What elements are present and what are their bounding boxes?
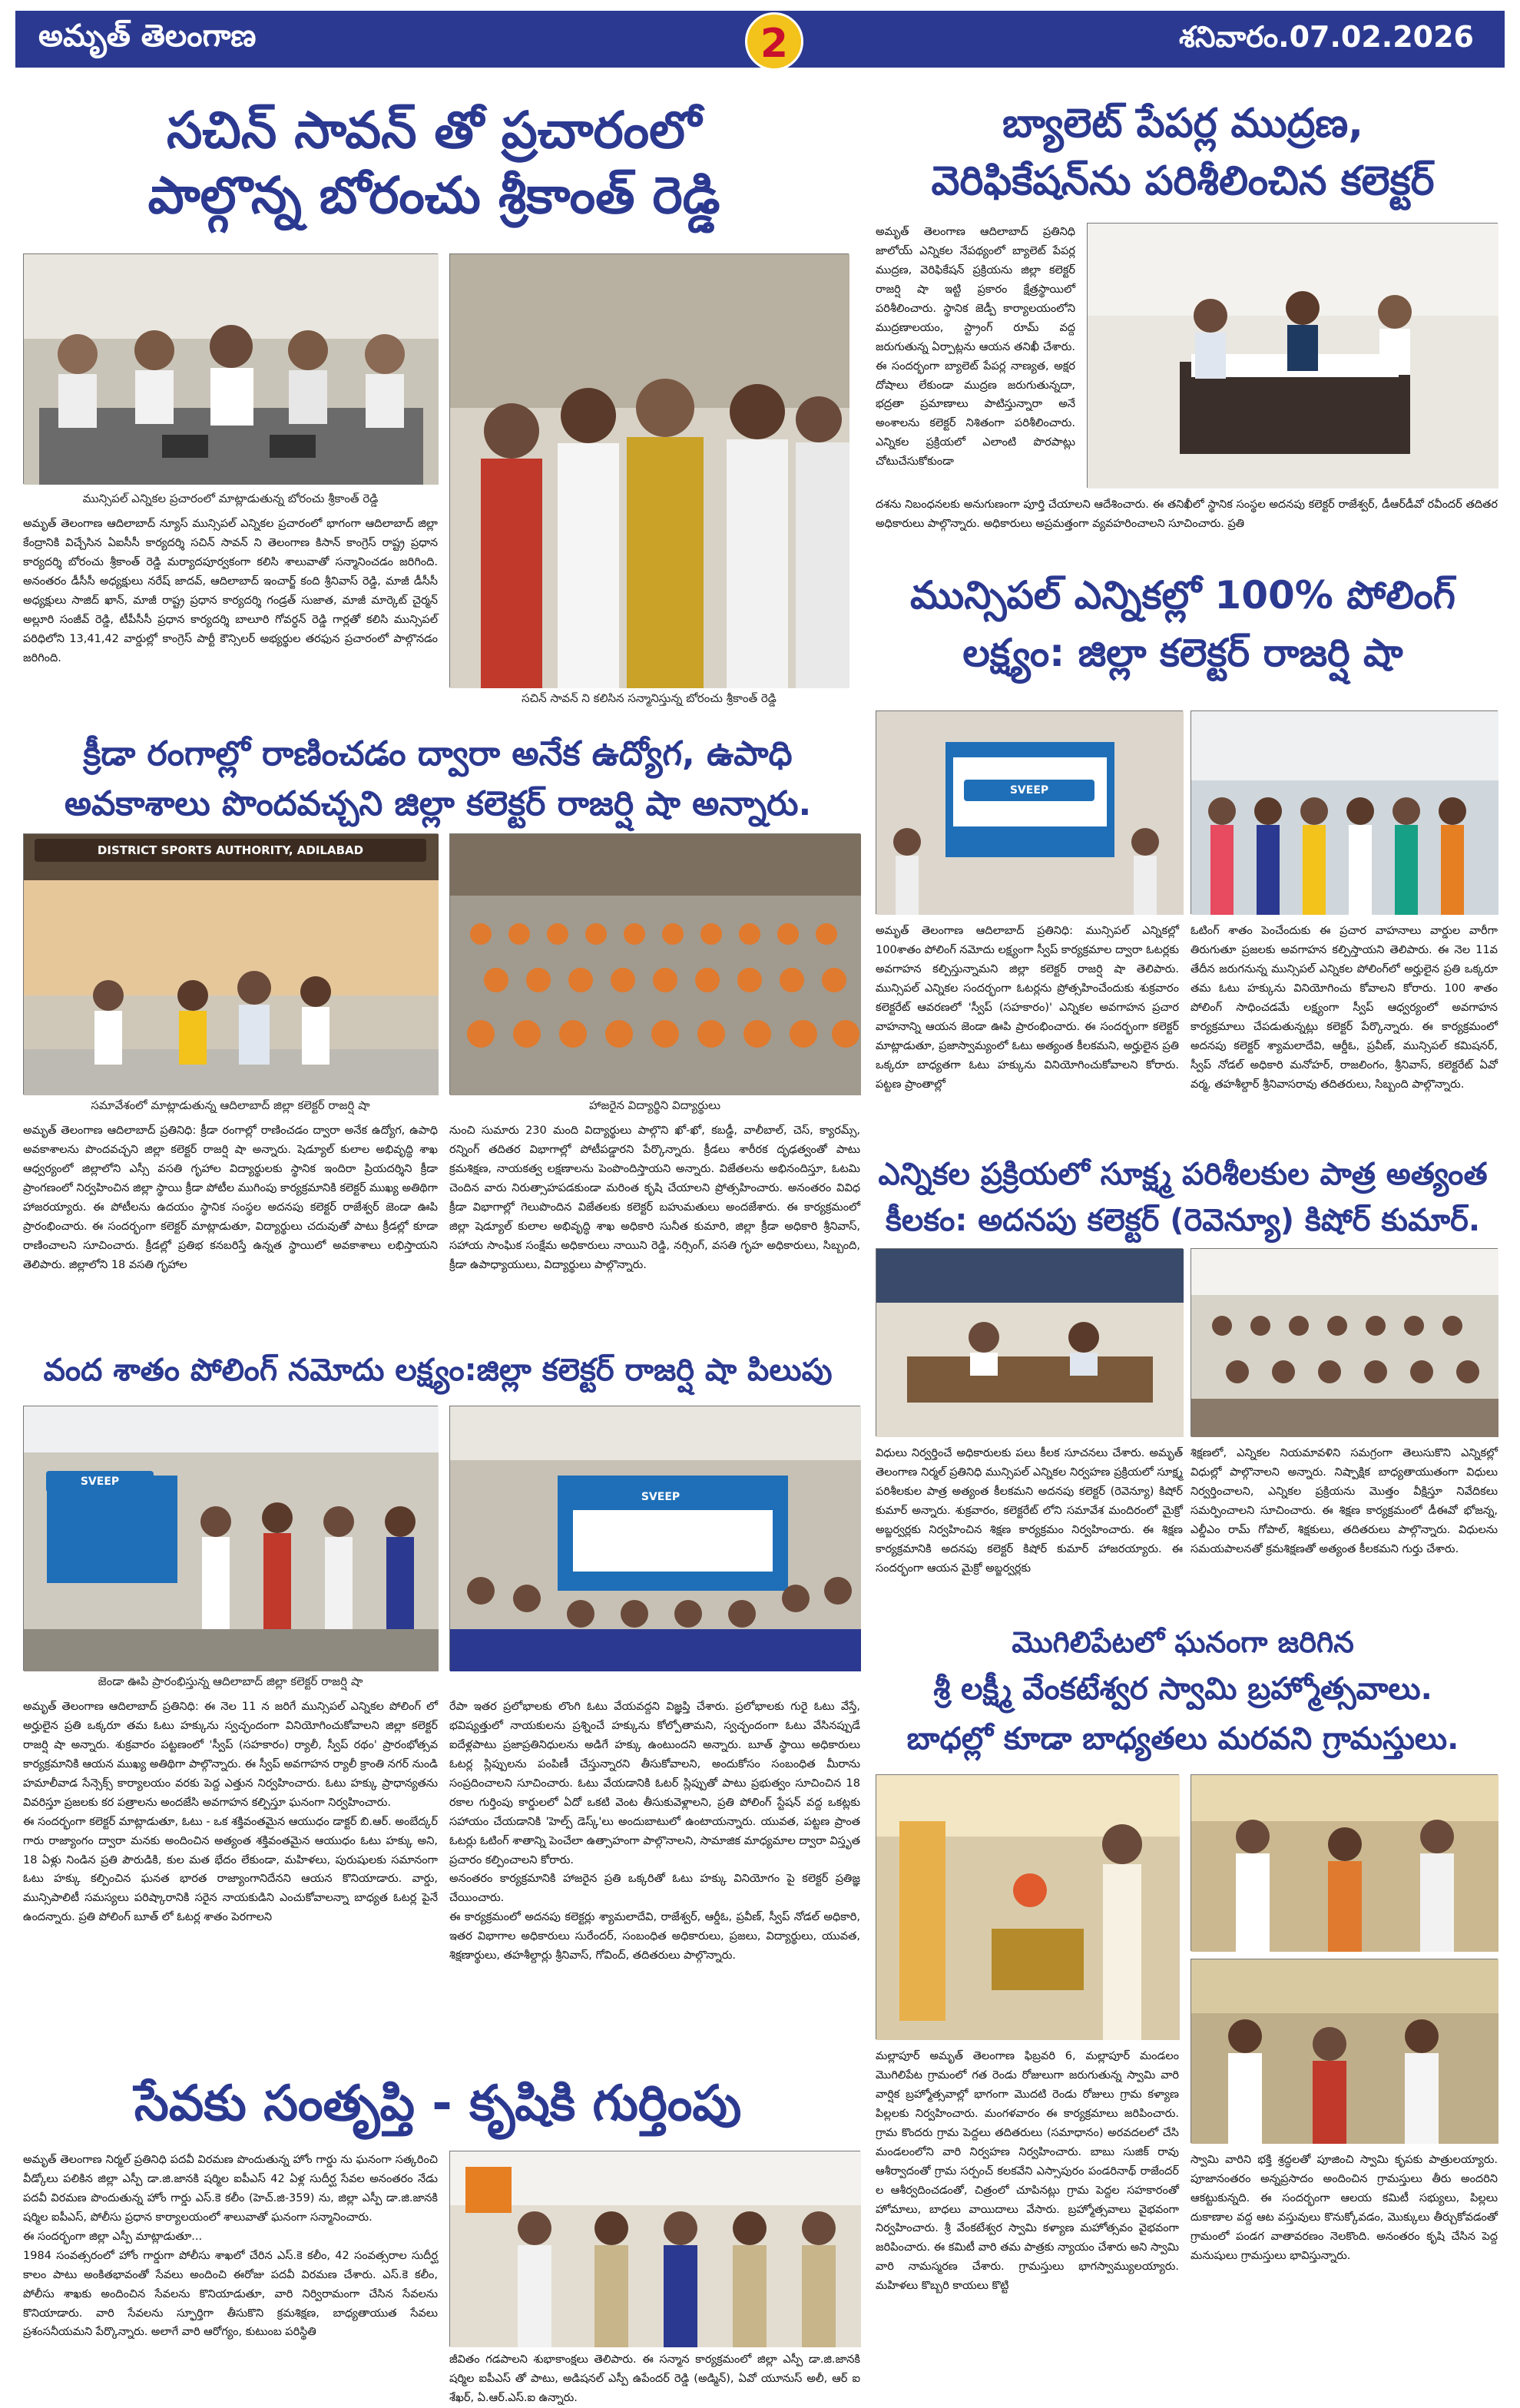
sveep-march-photo [449, 1406, 860, 1671]
temple-headline-3: బాధల్లో కూడా బాధ్యతలు మరవని గ్రామస్తులు. [906, 1721, 1459, 1757]
sports-authority-banner: DISTRICT SPORTS AUTHORITY, ADILABAD [35, 839, 426, 862]
sveep-rally-photo [1191, 710, 1498, 914]
temple-body-right: స్వామి వారిని భక్తి శ్రద్ధలతో పూజించి స్వామి కృపకు పాత్రులయ్యారు. పూజానంతరం అన్నప్రసాదం అందించిన గ్రామస్తులు తీరు అందరిని ఆకట్టుకున్నది. ఈ సందర్భంగా ఆలయ కమిటీ సభ్యులు, పిల్లలు దుకాణాల వద్ద ఆట వస్తువులు కొనుక్కోవడం, మొక్కులు తీర్చుకోవడంతో గ్రామంలో పండగ వాతావరణం నెలకొంది. అనంతరం కృషి చేసిన పెద్ద మనుషులు గ్రామస్తులు భావిస్తున్నారు. [1191, 2154, 1498, 2262]
ballot-body-left: అమృత్ తెలంగాణ ఆదిలాబాద్ ప్రతినిధి జాలోయ్ ఎన్నికల నేపథ్యంలో బ్యాలెట్ పేపర్ల ముద్రణ, వెరిఫికేషన్ ప్రక్రియను జిల్లా కలెక్టర్ రాజర్షి షా ఇట్టి ప్రకారం క్షేత్రస్థాయిలో పరిశీలించారు. స్థానిక జెడ్పీ కార్యాలయంలోని ముద్రణాలయం, స్ట్రాంగ్ రూమ్ వద్ద జరుగుతున్న ఏర్పాట్లను ఆయన తనిఖీ చేశారు. ఈ సందర్భంగా బ్యాలెట్ పేపర్ల నాణ్యత, అక్షర దోషాలు లేకుండా ముద్రణ జరుగుతున్నదా, భద్రతా ప్రమాణాలు పాటిస్తున్నారా అనే అంశాలను కలెక్టర్ నిశితంగా పరిశీలించారు. ఎన్నికల ప్రక్రియలో ఎలాంటి పొరపాట్లు చోటుచేసుకోకుండా [876, 226, 1075, 469]
campaign-speech-photo [23, 253, 438, 484]
sports-meeting-photo [23, 833, 438, 1095]
sachin-caption-1: మున్సిపల్ ఎన్నికల ప్రచారంలో మాట్లాడుతున్న బోరంచు శ్రీకాంత్ రెడ్డి [82, 492, 379, 505]
sports-caption-2: హాజరైన విద్యార్థిని విద్యార్థులు [588, 1098, 721, 1112]
sports-headline-2: అవకాశాలు పొందవచ్చని జిల్లా కలెక్టర్ రాజర్షి షా అన్నారు. [64, 784, 812, 823]
seva-body-right: జీవితం గడపాలని శుభాకాంక్షలు తెలిపారు. ఈ సన్మాన కార్యక్రమంలో జిల్లా ఎస్పీ డా.జి.జానకి షర్మిల ఐపీఎస్ తో పాటు, అడిషనల్ ఎస్పీ ఉపేందర్ రెడ్డి (అడ్మిన్), ఏవో యూనుస్ అలీ, ఆర్ ఐ శేఖర్, ఏ.ఆర్.ఎస్.ఐ ఉన్నారు. [449, 2353, 860, 2404]
flag-off-photo [23, 1406, 438, 1671]
issue-date: శనివారం.07.02.2026 [1178, 20, 1474, 54]
sachin-caption-2: సచిన్ సావన్ ని కలిసిన సన్మానిస్తున్న బోరంచు శ్రీకాంత్ రెడ్డి [522, 691, 777, 705]
sveep-banner-3: SVEEP [607, 1486, 714, 1508]
observer-headline-1: ఎన్నికల ప్రక్రియలో సూక్ష్మ పరిశీలకుల పాత్ర అత్యంత [878, 1157, 1488, 1192]
sveep-banner-1: SVEEP [964, 780, 1094, 801]
sports-body-left: అమృత్ తెలంగాణ ఆదిలాబాద్ ప్రతినిధి: క్రీడా రంగాల్లో రాణించడం ద్వారా అనేక ఉద్యోగ, ఉపాధి అవకాశాలను పొందవచ్చని జిల్లా కలెక్టర్ రాజర్షి షా అన్నారు. షెడ్యూల్ కులాల అభివృద్ధి శాఖ ఆధ్వర్యంలో జిల్లాలోని ఎస్సీ వసతి గృహాల విద్యార్థులకు స్థానిక ఇందిరా ప్రియదర్శిని క్రీడా ప్రాంగణంలో నిర్వహించిన జిల్లా స్థాయి క్రీడా పోటీల ముగింపు కార్యక్రమానికి కలెక్టర్ ముఖ్య అతిథిగా హాజరయ్యారు. ఈ పోటీలను ఉదయం స్థానిక సంస్థల అదనపు కలెక్టర్ రాజేశ్వర్ జెండా ఊపి ప్రారంభించారు. ఈ సందర్భంగా కలెక్టర్ మాట్లాడుతూ, విద్యార్థులు చదువుతో పాటు క్రీడల్లో కూడా రాణించాలని సూచించారు. క్రీడల్లో ప్రతిభ కనబరిస్తే ఉన్నత స్థాయిలో అవకాశాలు లభిస్తాయని తెలిపారు. జిల్లాలోని 18 వసతి గృహాల [23, 1125, 438, 1271]
page-number: 2 [745, 12, 803, 71]
sports-body-right: నుంచి సుమారు 230 మంది విద్యార్థులు పాల్గొని ఖో-ఖో, కబడ్డీ, వాలీబాల్, చెస్, క్యారమ్స్, రన్నింగ్ తదితర విభాగాల్లో పోటీపడ్డారని పేర్కొన్నారు. క్రీడలు శారీరక దృఢత్వంతో పాటు క్రమశిక్షణ, నాయకత్వ లక్షణాలను పెంపొందిస్తాయని అన్నారు. విజేతలను అభినందిస్తూ, ఓటమి చెందిన వారు నిరుత్సాహపడకుండా మరింత కృషి చేయాలని ప్రోత్సహించారు. అనంతరం వివిధ క్రీడా విభాగాల్లో గెలుపొందిన విజేతలకు కలెక్టర్ బహుమతులు అందజేశారు. ఈ కార్యక్రమంలో జిల్లా షెడ్యూల్ కులాల అభివృద్ధి శాఖ అధికారి సునీత కుమారి, జిల్లా క్రీడా అధికారి శ్రీనివాస్, సహాయ సాంఘిక సంక్షేమ అధికారులు నాయిని రెడ్డి, నర్సింగ్, వసతి గృహ అధికారులు, సిబ్బంది, క్రీడా ఉపాధ్యాయులు, విద్యార్థులు పాల్గొన్నారు. [449, 1125, 860, 1271]
polling-headline: వంద శాతం పోలింగ్ నమోదు లక్ష్యం:జిల్లా కలెక్టర్ రాజర్షి షా పిలుపు [43, 1353, 833, 1388]
temple-ritual-photo-1 [1191, 1774, 1498, 1951]
ballot-headline-1: బ్యాలెట్ పేపర్ల ముద్రణ, [1002, 101, 1363, 147]
felicitation-photo [449, 253, 849, 687]
municipal-body-right: ఓటింగ్ శాతం పెంచేందుకు ఈ ప్రచార వాహనాలు వార్డుల వారీగా తిరుగుతూ ప్రజలకు అవగాహన కల్పిస్తాయని తెలిపారు. ఈ నెల 11వ తేదీన జరుగనున్న మున్సిపల్ ఎన్నికల పోలింగ్‌లో అర్హులైన ప్రతి ఒక్కరూ తమ ఓటు హక్కును వినియోగించు కోవాలని కోరారు. 100 శాతం పోలింగ్ సాధించడమే లక్ష్యంగా స్వీప్ ఆధ్వర్యంలో అవగాహన కార్యక్రమాలు చేపడుతున్నట్లు కలెక్టర్ పేర్కొన్నారు. ఈ కార్యక్రమంలో అదనపు కలెక్టర్ శ్యామలాదేవి, ఆర్డీఓ, ప్రవీణ్, మున్సిపల్ కమిషనర్, స్వీప్ నోడల్ అధికారి మనోహర్, రాజలింగం, శ్రీనివాస్, కలెక్టరేట్ ఏవో వర్మ, తహశీల్దార్ శ్రీనివాసరావు తదితరులు, సిబ్బంది పాల్గొన్నారు. [1191, 925, 1498, 1091]
sports-headline-1: క్రీడా రంగాల్లో రాణించడం ద్వారా అనేక ఉద్యోగ, ఉపాధి [83, 734, 793, 773]
temple-headline-1: మొగిలిపేటలో ఘనంగా జరిగిన [1012, 1625, 1354, 1659]
temple-headline-2: శ్రీ లక్ష్మీ వేంకటేశ్వర స్వామి బ్రహ్మోత్సవాలు. [933, 1671, 1432, 1707]
sachin-headline-1: సచిన్ సావన్ తో ప్రచారంలో [166, 101, 702, 160]
sveep-banner-2: SVEEP [46, 1471, 154, 1492]
students-photo [449, 833, 860, 1095]
observer-audience-photo [1191, 1248, 1498, 1436]
sachin-body: అమృత్ తెలంగాణ ఆదిలాబాద్ న్యూస్ మున్సిపల్ ఎన్నికల ప్రచారంలో భాగంగా ఆదిలాబాద్ జిల్లా కేంద్రానికి విచ్చేసిన ఏఐసీసీ కార్యదర్శి సచిన్ సావన్ ని తెలంగాణ కిసాన్ కాంగ్రెస్ రాష్ట్ర ప్రధాన కార్యదర్శి బోరంచు శ్రీకాంత్ రెడ్డి మర్యాదపూర్వకంగా కలిసి శాలువాతో సన్మానించడం జరిగింది. అనంతరం డీసీసీ అధ్యక్షులు నరేష్ జాదవ్, ఆదిలాబాద్ ఇంచార్జ్ కంది శ్రీనివాస్ రెడ్డి, మాజీ డీసీసీ అధ్యక్షులు సాజిద్ ఖాన్, మాజీ రాష్ట్ర ప్రధాన కార్యదర్శి గండ్రత్ సుజాత, మాజీ మార్కెట్ చైర్మన్ అల్లూరి సంజీవ్ రెడ్డి, టీపీసీసీ ప్రధాన కార్యదర్శి బాలూరి గోవర్ధన్ రెడ్డి గార్లతో కలిసి మున్సిపల్ పరిధిలోని 13,41,42 వార్డుల్లో కాంగ్రెస్ పార్టీ కౌన్సిలర్ అభ్యర్థుల తరఫున ప్రచారంలో పాల్గొనడం జరిగింది. [23, 518, 438, 664]
municipal-headline-1: మున్సిపల్ ఎన్నికల్లో 100% పోలింగ్ [910, 573, 1455, 618]
ballot-body-bottom: దశను నిబంధనలకు అనుగుణంగా పూర్తి చేయాలని ఆదేశించారు. ఈ తనిఖీలో స్థానిక సంస్థల అదనపు కలెక్టర్ రాజేశ్వర్, డీఆర్‌డీవో రవీందర్ తదితర అధికారులు పాల్గొన్నారు. అధికారులు అప్రమత్తంగా వ్యవహరించాలని సూచించారు. ప్రతి [876, 498, 1498, 530]
observer-body-left: విధులు నిర్వర్తించే అధికారులకు పలు కీలక సూచనలు చేశారు. అమృత్ తెలంగాణ నిర్మల్ ప్రతినిధి మున్సిపల్ ఎన్నికల నిర్వహణ ప్రక్రియలో సూక్ష్మ పరిశీలకుల పాత్ర అత్యంత కీలకమని అదనపు కలెక్టర్ (రెవెన్యూ) కిషోర్ కుమార్ అన్నారు. శుక్రవారం, కలెక్టరేట్ లోని సమావేశ మందిరంలో మైక్రో అబ్జర్వర్లకు నిర్వహించిన శిక్షణ కార్యక్రమం నిర్వహించారు. ఈ శిక్షణ కార్యక్రమానికి అదనపు కలెక్టర్ కిషోర్ కుమార్ హాజరయ్యారు. ఈ సందర్భంగా ఆయన మైక్రో అబ్జర్వర్లకు [876, 1447, 1183, 1575]
observer-body-right: శిక్షణలో, ఎన్నికల నియమావళిని సమగ్రంగా తెలుసుకొని ఎన్నికల్లో విధుల్లో పాల్గొనాలని అన్నారు. నిష్పాక్షిక బాధ్యతాయుతంగా విధులు నిర్వర్తించాలని, ఎన్నికల ప్రక్రియను మొత్తం వీక్షిస్తూ నివేదికలు సమర్పించాలని సూచించారు. ఈ శిక్షణ కార్యక్రమంలో డీఈవో భోజన్న, ఎల్డీఎం రామ్ గోపాల్, శిక్షకులు, తదితరులు పాల్గొన్నారు. విధులను సమయపాలనతో క్రమశిక్షణతో అత్యంత కీలకమని గుర్తు చేశారు. [1191, 1447, 1498, 1555]
municipal-body-left: అమృత్ తెలంగాణ ఆదిలాబాద్ ప్రతినిధి: మున్సిపల్ ఎన్నికల్లో 100శాతం పోలింగ్ నమోదు లక్ష్యంగా స్వీప్ కార్యక్రమాల ద్వారా ఓటర్లకు అవగాహన కల్పిస్తున్నామని జిల్లా కలెక్టర్ రాజర్షి షా తెలిపారు. మున్సిపల్ ఎన్నికల సందర్భంగా ఓటర్లను ప్రోత్సహించేందుకు శుక్రవారం కలెక్టరేట్ ఆవరణలో 'స్వీప్ (సహకారం)' ఎన్నికల అవగాహన ప్రచార వాహనాన్ని ఆయన జెండా ఊపి ప్రారంభించారు. ఈ సందర్భంగా కలెక్టర్ మాట్లాడుతూ, ప్రజాస్వామ్యంలో ఓటు అత్యంత కీలకమని, అర్హులైన ప్రతి ఒక్కరూ బాధ్యతగా ఓటు హక్కును వినియోగించుకోవాలని కోరారు. పట్టణ ప్రాంతాల్లో [876, 925, 1179, 1091]
sports-caption-1: సమావేశంలో మాట్లాడుతున్న ఆదిలాబాద్ జిల్లా కలెక్టర్ రాజర్షి షా [91, 1098, 370, 1112]
polling-body-right: రేపా ఇతర ప్రలోభాలకు లొంగి ఓటు వేయవద్దని విజ్ఞప్తి చేశారు. ప్రలోభాలకు గురై ఓటు వేస్తే, భవిష్యత్తులో నాయకులను ప్రశ్నించే హక్కును కోల్పోతామని, స్వచ్ఛందంగా ఓటు వేసినప్పుడే ఐదేళ్లపాటు ప్రజాప్రతినిధులను అడిగే హక్కు ఉంటుందని అన్నారు. బూత్ స్థాయి అధికారులు ఓటర్ల స్లిప్పులను పంపిణీ చేస్తున్నారని తీసుకోవాలని, అందుకోసం సంబంధిత మీరాను సంప్రదించాలని సూచించారు. ఓటు వేయడానికి ఓటర్ స్లిప్పుతో పాటు ప్రభుత్వం సూచించిన 18 రకాల గుర్తింపు కార్డులలో ఏదో ఒకటి వెంట తీసుకువెళ్లాలని, ప్రతి పోలింగ్ స్టేషన్ వద్ద ఒకట్లకు సహాయం చేయడానికి 'హెల్ప్ డెస్క్'లు అందుబాటులో ఉంటాయన్నారు. యువత, పట్టణ ప్రాంత ఓటర్లు ఓటింగ్ శాతాన్ని పెంచేలా ఉత్సాహంగా పాల్గొనాలని, సామాజిక మాధ్యమాల ద్వారా విస్తృత ప్రచారం కల్పించాలని కోరారు. అనంతరం కార్యక్రమానికి హాజరైన ప్రతి ఒక్కరితో ఓటు హక్కు వినియోగం పై కలెక్టర్ ప్రతిజ్ఞ చేయించారు. ఈ కార్యక్రమంలో అదనపు కలెక్టర్లు శ్యామలాదేవి, రాజేశ్వర్, ఆర్డీఓ, ప్రవీణ్, స్వీప్ నోడల్ అధికారి, ఇతర విభాగాల అధికారులు సురేందర్, సంబంధిత అధికారులు, ప్రజలు, విద్యార్థులు, యువత, శిక్షణార్థులు, తహశీల్దార్లు శ్రీనివాస్, గోవింద్, తదితరులు పాల్గొన్నారు. [449, 1701, 860, 1963]
homeguard-felicitation-photo [449, 2151, 860, 2347]
observer-headline-2: కీలకం: అదనపు కలెక్టర్ (రెవెన్యూ) కిషోర్ కుమార్. [885, 1203, 1481, 1238]
ballot-inspection-photo [1087, 223, 1498, 488]
polling-caption-1: జెండా ఊపి ప్రారంభిస్తున్న ఆదిలాబాద్ జిల్లా కలెక్టర్ రాజర్షి షా [98, 1674, 363, 1688]
seva-headline: సేవకు సంతృప్తి - కృషికి గుర్తింపు [134, 2075, 742, 2132]
sachin-headline-2: పాల్గొన్న బోరంచు శ్రీకాంత్ రెడ్డి [147, 166, 720, 225]
masthead [15, 11, 1505, 68]
temple-priest-photo [876, 1774, 1179, 2039]
temple-ritual-photo-2 [1191, 1959, 1498, 2143]
sveep-vehicle-photo [876, 710, 1183, 914]
paper-name: అమృత్ తెలంగాణ [38, 18, 257, 54]
seva-body-left: అమృత్ తెలంగాణ నిర్మల్ ప్రతినిధి పదవీ విరమణ పొందుతున్న హోం గార్డు ను ఘనంగా సత్కరించి వీడ్కోలు పలికిన జిల్లా ఎస్పీ డా.జి.జానకి షర్మిల ఐపీఎస్ 42 ఏళ్ల సుదీర్ఘ సేవల అనంతరం నేడు పదవీ విరమణ పొందుతున్న హోం గార్డు ఎస్.కె కలీం (హెచ్.జి-359) ను, జిల్లా ఎస్పీ డా.జి.జానకి షర్మిల ఐపీఎస్, పోలీసు ప్రధాన కార్యాలయంలో శాలువాతో ఘనంగా సన్మానించారు. ఈ సందర్భంగా జిల్లా ఎస్పీ మాట్లాడుతూ... 1984 సంవత్సరంలో హోం గార్డుగా పోలీసు శాఖలో చేరిన ఎస్.కె కలీం, 42 సంవత్సరాల సుదీర్ఘ కాలం పాటు అంకితభావంతో సేవలు అందించి ఈరోజు పదవీ విరమణ చేశారు. ఎస్.కె కలీం, పోలీసు శాఖకు అందించిన సేవలను కొనియాడుతూ, వారి నిర్విరామంగా చేసిన సేవలను కొనియాడారు. వారి సేవలను స్ఫూర్తిగా తీసుకొని క్రమశిక్షణ, బాధ్యతాయుత సేవలు ప్రశంసనీయమని పేర్కొన్నారు. అలాగే వారి ఆరోగ్యం, కుటుంబ పరిస్థితి [23, 2154, 438, 2339]
municipal-headline-2: లక్ష్యం: జిల్లా కలెక్టర్ రాజర్షి షా [962, 631, 1403, 675]
polling-body-left: అమృత్ తెలంగాణ ఆదిలాబాద్ ప్రతినిధి: ఈ నెల 11 న జరిగే మున్సిపల్ ఎన్నికల పోలింగ్ లో అర్హులైన ప్రతి ఒక్కరూ తమ ఓటు హక్కును స్వచ్ఛందంగా వినియోగించుకోవాలని జిల్లా కలెక్టర్ రాజర్షి షా అన్నారు. శుక్రవారం పట్టణంలో 'స్వీప్ (సహకారం) ర్యాలీ, స్వీప్ రథం' ప్రారంభోత్సవ కార్యక్రమానికి ఆయన ముఖ్య అతిథిగా పాల్గొన్నారు. ఈ స్వీప్ అవగాహన ర్యాలీ క్రాంతి నగర్ నుండి హమాలీవాడ సేన్సెక్స్ కార్యాలయం వరకు పెద్ద ఎత్తున నిర్వహించారు. ఓటు హక్కు ప్రాధాన్యతను వివరిస్తూ ప్రజలకు కర పత్రాలను అందజేసి అవగాహన కల్పిస్తూ ఘనంగా నిర్వహించారు. ఈ సందర్భంగా కలెక్టర్ మాట్లాడుతూ, ఓటు - ఒక శక్తివంతమైన ఆయుధం డాక్టర్ బి.ఆర్. అంబేద్కర్ గారు రాజ్యాంగం ద్వారా మనకు అందించిన అత్యంత శక్తివంతమైన ఆయుధం ఓటు హక్కు అని, 18 ఏళ్లు నిండిన ప్రతి పౌరుడికి, కుల మత భేదం లేకుండా, మహిళలు, పురుషులకు సమానంగా ఓటు హక్కు కల్పించిన ఘనత భారత రాజ్యాంగానిదేనని ఆయన కొనియాడారు. వార్డు, మున్సిపాలిటీ సమస్యలు పరిష్కారానికి సరైన నాయకుడిని ఎంచుకోవాలన్నా బాధ్యత ఓటర్ల పైనే ఉందన్నారు. ప్రతి పోలింగ్ బూత్ లో ఓటర్ల శాతం పెరగాలని [23, 1701, 438, 1924]
temple-body-left: మల్లాపూర్ అమృత్ తెలంగాణ ఫిబ్రవరి 6, మల్లాపూర్ మండలం మొగిలిపేట గ్రామంలో గత రెండు రోజులుగా జరుగుతున్న స్వామి వారి వార్షిక బ్రహ్మోత్సవాల్లో భాగంగా మొదటి రెండు రోజులు గ్రామ కళ్యాణ పిల్లలకు నిర్వహించారు. మంగళవారం ఈ కార్యక్రమాలు జరిపించారు. గ్రామ కొందరు గ్రామ పెద్దలు తదితరులు (సమాధానం) అరవదలలో చేసి మండలంలోని వారి నిర్వహణ నిర్వహించారు. బాబు సుజిక్ రావు ఆశీర్వాదంతో గ్రామ సర్పంచ్ కలకవేని ఎస్సాపురం పండరినాథ్ రాజేందర్ ల ఆశీర్వదించడంతో, చిత్రంలో చూపినట్లు గ్రామ పెద్దల సహకారంతో హోమాలు, బాధలు వాయిదాలు వేసారు. బ్రహ్మోత్సవాలు వైభవంగా నిర్వహించారు. శ్రీ వేంకటేశ్వర స్వామి కళ్యాణ మహోత్సవం వైభవంగా జరిపించారు. ఈ కమిటీ వారి తమ పాత్రకు న్యాయం చేశారు అని స్వామి వారి నామస్మరణ చేశారు. గ్రామస్తులు భాగస్వామ్యులయ్యారు. మహిళలు కొబ్బరి కాయలు కొట్టి [876, 2050, 1179, 2293]
observer-dais-photo [876, 1248, 1183, 1436]
ballot-headline-2: వెరిఫికేషన్‌ను పరిశీలించిన కలెక్టర్ [931, 158, 1435, 204]
